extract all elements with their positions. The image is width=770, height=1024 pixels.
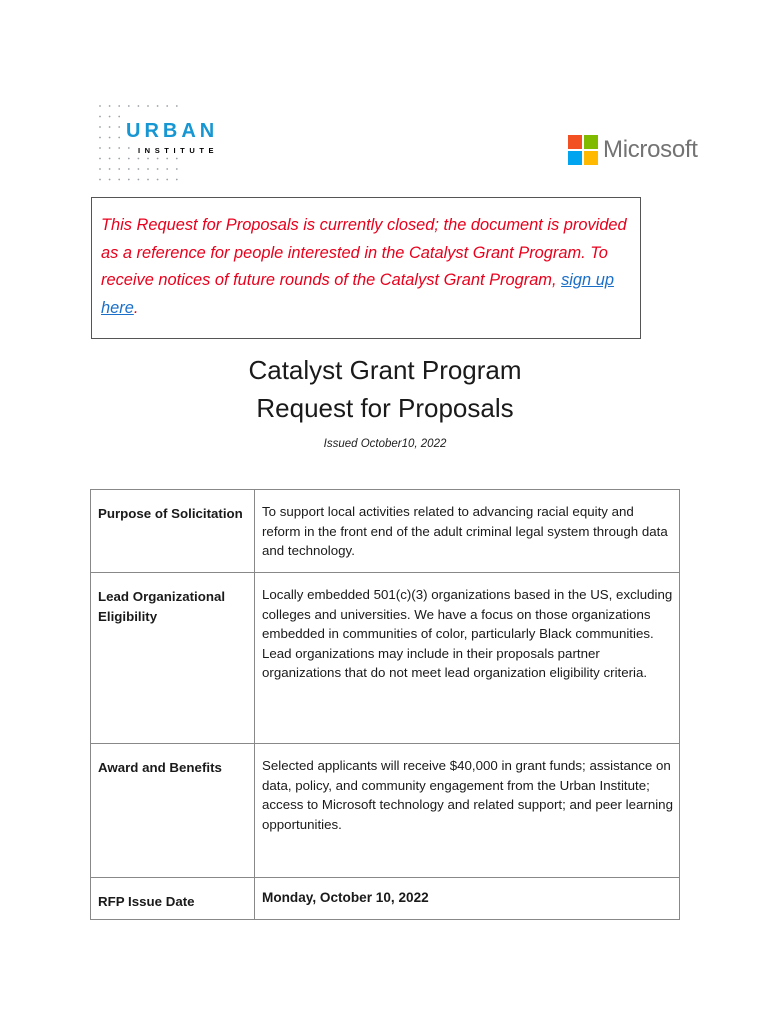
page-title	[0, 351, 770, 427]
table-row	[91, 744, 680, 878]
notice-body: This Request for Proposals is currently closed; the document is provided as a reference for people interested in the Catalyst Grant Program. To receive notices of future rounds of the Catalyst Grant Program,	[101, 216, 627, 290]
row-label: Award and Benefits	[91, 744, 255, 878]
ms-square-green	[584, 135, 598, 149]
row-label: RFP Issue Date	[91, 878, 255, 920]
ms-square-blue	[568, 151, 582, 165]
rfp-summary-table	[90, 489, 680, 920]
closed-notice-box	[91, 197, 641, 339]
microsoft-logo-word: Microsoft	[603, 136, 698, 163]
notice-suffix: .	[133, 298, 139, 317]
row-value: Locally embedded 501(c)(3) organizations based in the US, excluding colleges and universities. We have a focus on those organizations embedded in communities of color, particularly Black communities. Lead organizations may include in their proposals partner organizations that do not meet lead organization eligibility criteria.	[255, 573, 680, 744]
urban-institute-logo	[98, 104, 238, 186]
microsoft-squares-icon	[568, 135, 598, 165]
urban-logo-subword: INSTITUTE	[138, 146, 219, 155]
table-row	[91, 490, 680, 573]
dot-grid-icon	[98, 104, 238, 186]
title-line-1: Catalyst Grant Program	[248, 355, 522, 385]
urban-logo-word: URBAN	[126, 120, 219, 142]
ms-square-yellow	[584, 151, 598, 165]
row-value: Selected applicants will receive $40,000 in grant funds; assistance on data, policy, and community engagement from the Urban Institute; access to Microsoft technology and related support; and peer learning opportunities.	[255, 744, 680, 878]
row-value: To support local activities related to advancing racial equity and reform in the front end of the adult criminal legal system through data and technology.	[255, 490, 680, 573]
title-line-2: Request for Proposals	[256, 393, 514, 423]
sign-up-link[interactable]: sign up here	[101, 271, 614, 317]
closed-notice-text	[101, 212, 632, 322]
table-row	[91, 573, 680, 744]
microsoft-logo	[568, 135, 708, 165]
row-label: Purpose of Solicitation	[91, 490, 255, 573]
table-row	[91, 878, 680, 920]
ms-square-red	[568, 135, 582, 149]
row-value: Monday, October 10, 2022	[255, 878, 680, 920]
row-label: Lead Organizational Eligibility	[91, 573, 255, 744]
issued-date: Issued October10, 2022	[323, 438, 447, 450]
